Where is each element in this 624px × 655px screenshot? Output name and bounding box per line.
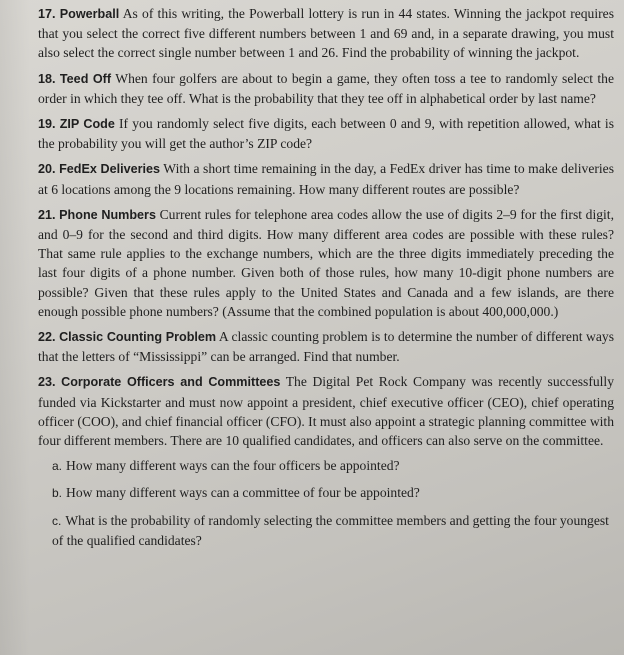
problem-text: The Digital Pet Rock Company was recently successfully funded via Kickstarter and must now appoint a president, chief executive officer (CEO), chief operating officer (COO), and chief financial officer (CFO). It must also appoint a strategic planning committee with four different members. There are 10 qualified candidates, and officers can also serve on the committee.	[38, 374, 614, 449]
problem-22	[38, 327, 614, 366]
subitem-letter: c.	[52, 513, 62, 528]
problem-number: 20.	[38, 162, 56, 177]
problem-20	[38, 159, 614, 198]
subitem-letter: a.	[52, 459, 63, 474]
problem-text: As of this writing, the Powerball lottery is run in 44 states. Winning the jackpot requires that you select the correct five different numbers between 1 and 69 and, in a separate drawing, you must also select the correct single number between 1 and 26. Find the probability of winning the jackpot.	[38, 6, 614, 61]
subitem-text: How many different ways can the four officers be appointed?	[66, 458, 400, 474]
problem-number: 22.	[38, 330, 56, 345]
problem-text: A classic counting problem is to determine the number of different ways that the letters of “Mississippi” can be arranged. Find that number.	[38, 329, 614, 365]
problem-text: When four golfers are about to begin a game, they often toss a tee to randomly select the order in which they tee off. What is the probability that they tee off in alphabetical order by last name?	[38, 70, 614, 106]
problem-18	[38, 69, 614, 108]
problem-number: 19.	[38, 117, 56, 132]
page-shadow	[0, 0, 30, 655]
problem-title: ZIP Code	[59, 117, 115, 132]
problem-17	[38, 4, 614, 63]
problem-number: 21.	[38, 207, 56, 222]
problem-title: Phone Numbers	[59, 207, 156, 222]
subitem-letter: b.	[52, 486, 63, 501]
problem-text: If you randomly select five digits, each between 0 and 9, with repetition allowed, what is the probability you will get the author’s ZIP code?	[38, 116, 614, 152]
problem-number: 23.	[38, 375, 56, 390]
problem-title: FedEx Deliveries	[59, 162, 161, 177]
problem-title: Classic Counting Problem	[59, 330, 217, 345]
problem-text: With a short time remaining in the day, a FedEx driver has time to make deliveries at 6 locations among the 9 locations remaining. How many different routes are possible?	[38, 161, 614, 197]
problem-number: 17.	[38, 7, 56, 21]
problem-title: Corporate Officers and Committees	[61, 375, 281, 390]
subitem-text: How many different ways can a committee of four be appointed?	[66, 485, 420, 501]
problem-title: Teed Off	[59, 71, 112, 86]
problem-19	[38, 114, 614, 153]
problem-21	[38, 205, 614, 321]
problem-title: Powerball	[59, 7, 120, 21]
subitem-b	[52, 483, 614, 503]
subitem-a	[52, 456, 614, 476]
subitem-c	[52, 511, 614, 550]
problem-23	[38, 372, 614, 450]
subitem-text: What is the probability of randomly selecting the committee members and getting the four youngest of the qualified candidates?	[52, 512, 609, 548]
problem-number: 18.	[38, 71, 56, 86]
problem-text: Current rules for telephone area codes allow the use of digits 2–9 for the first digit, and 0–9 for the second and third digits. How many different area codes are possible with these rules? That same rule applies to the exchange numbers, which are the three digits immediately preceding the last four digits of a phone number. Given both of those rules, how many 10-digit phone numbers are possible? Given that these rules apply to the United States and Canada and a few islands, are there enough possible phone numbers? (Assume that the combined population is about 400,000,000.)	[38, 206, 614, 319]
